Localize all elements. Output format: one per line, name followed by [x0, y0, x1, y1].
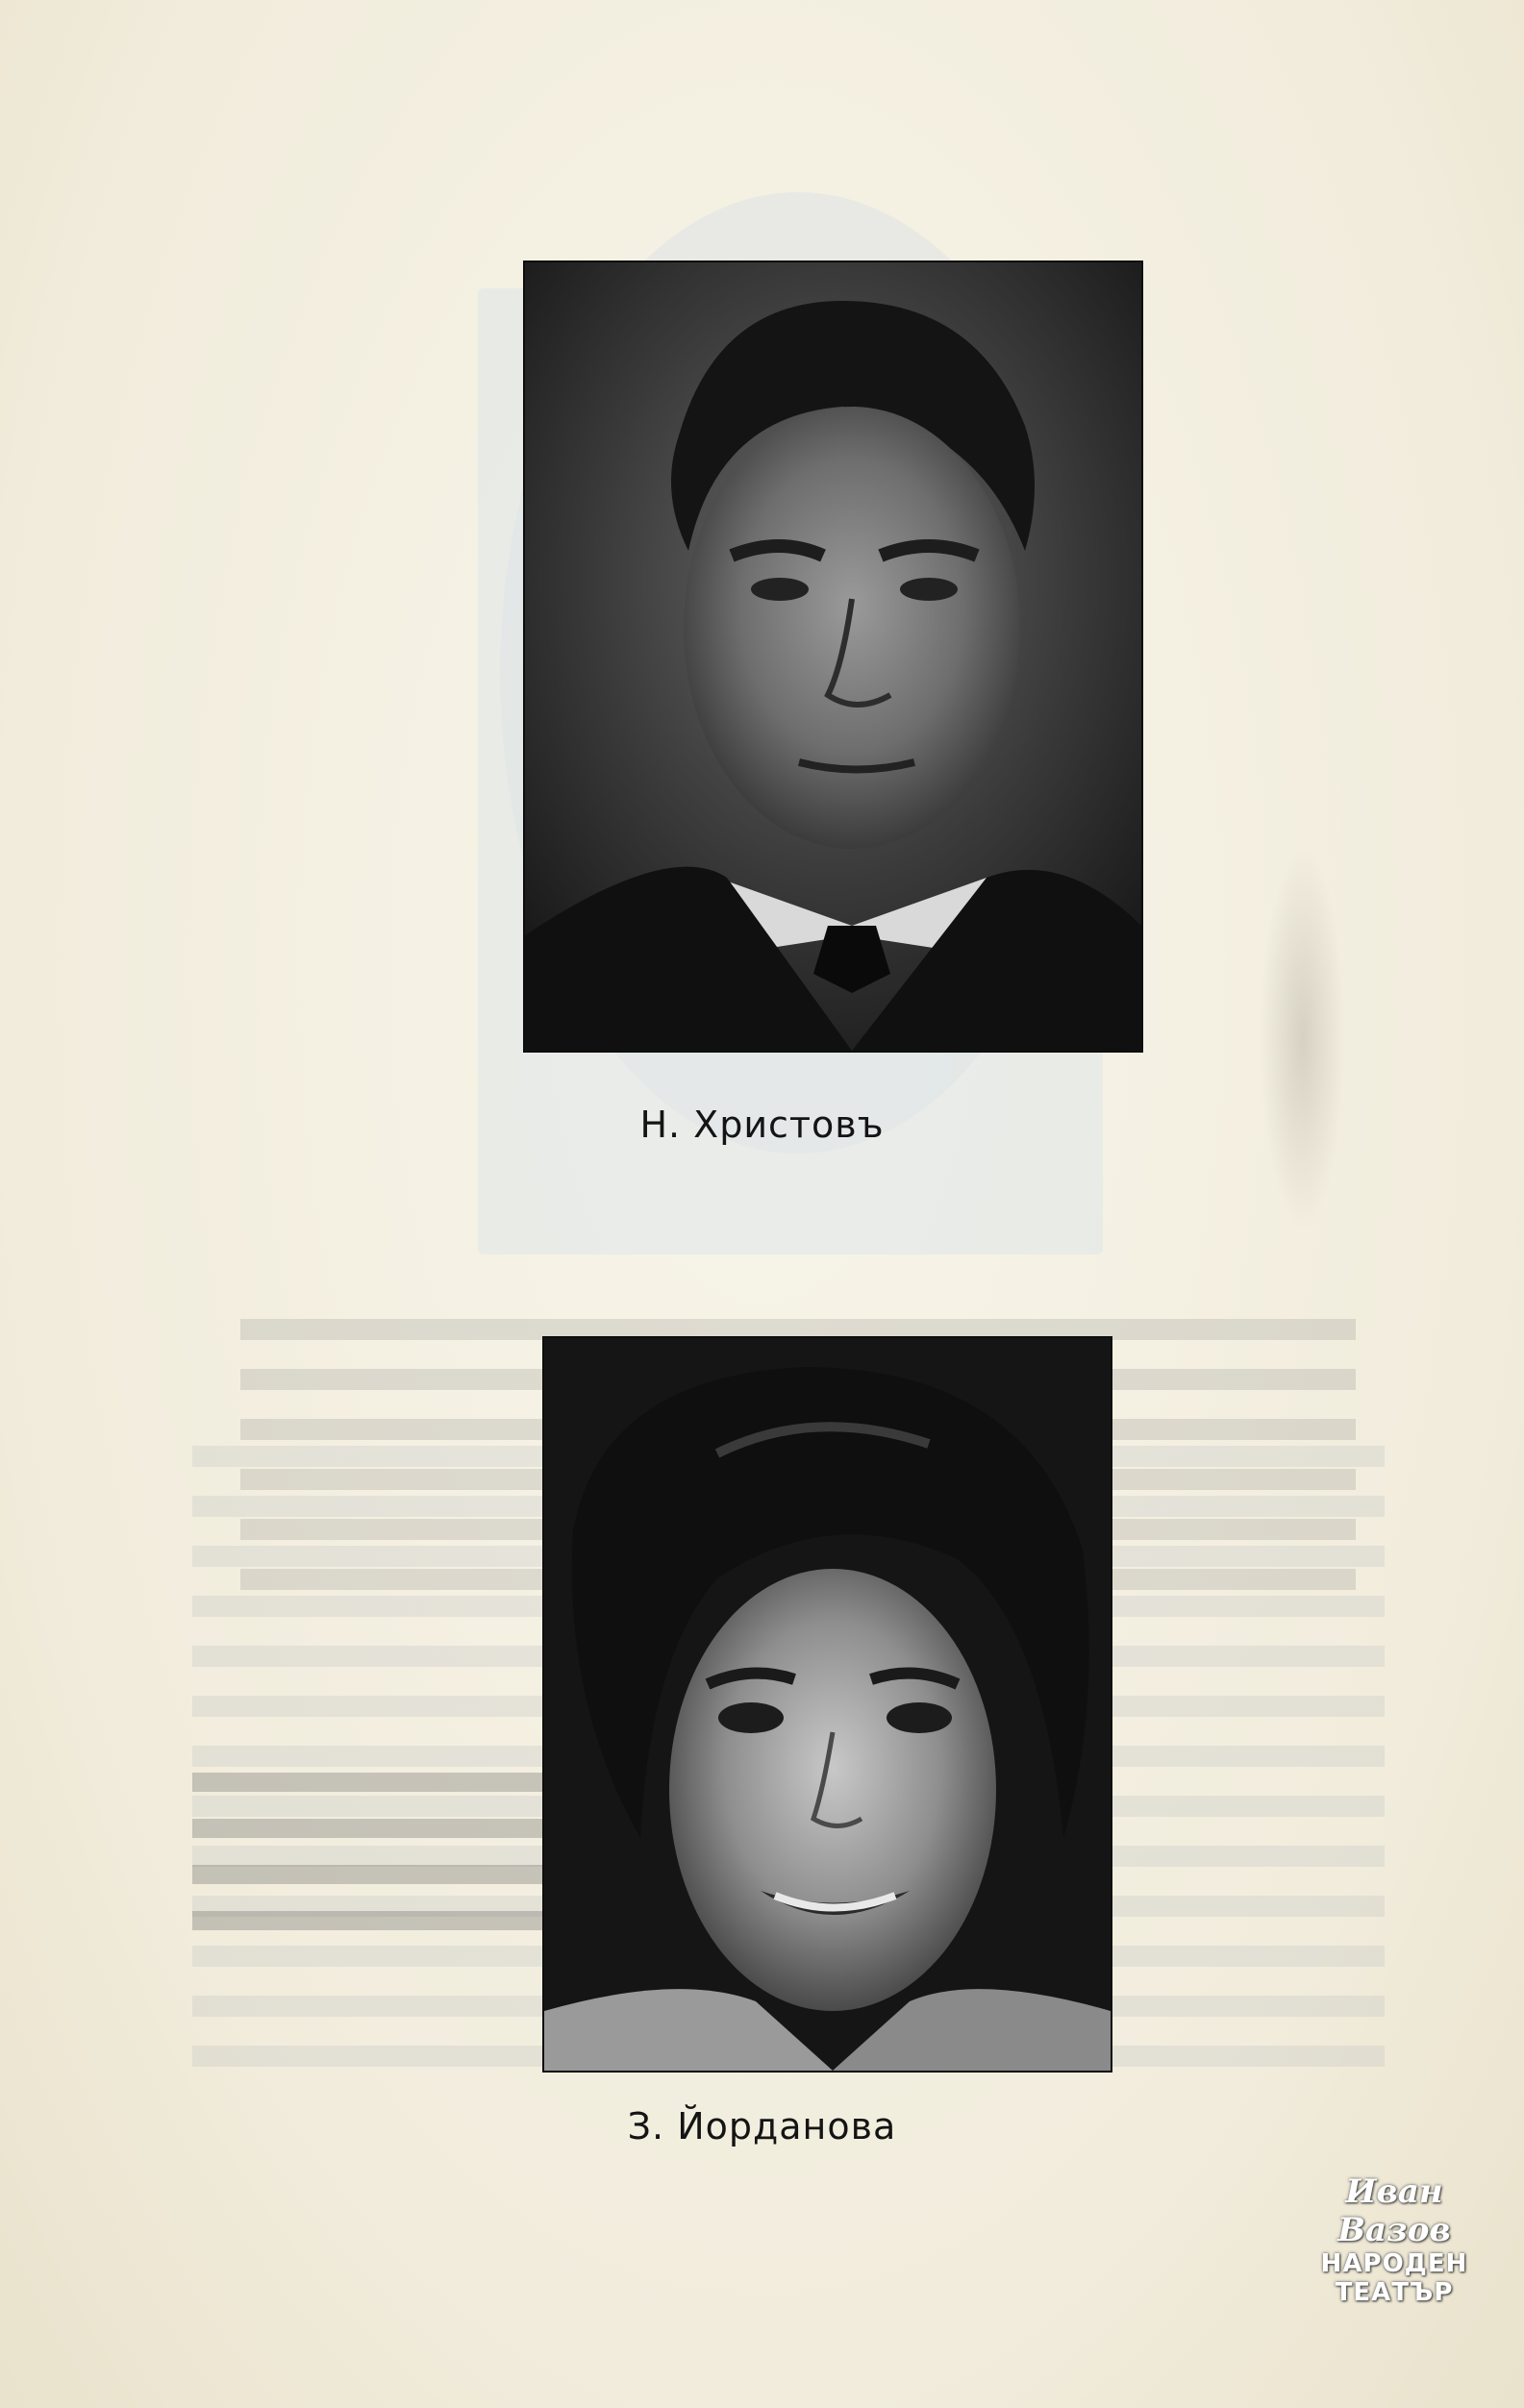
logo-signature: Иван Вазов [1337, 2172, 1451, 2249]
portrait-caption-woman: З. Йорданова [627, 2105, 897, 2147]
logo-line-1: НАРОДЕН [1320, 2249, 1468, 2278]
portrait-photo-man [525, 262, 1141, 1051]
portrait-caption-man: Н. Христовъ [639, 1104, 885, 1146]
portrait-photo-woman [544, 1338, 1111, 2071]
paper-stain [1260, 846, 1346, 1230]
national-theatre-logo [1308, 2172, 1481, 2317]
portrait-woman-image [544, 1338, 1111, 2071]
portrait-man-image [525, 262, 1141, 1051]
bleedthrough-text-mid [192, 1759, 577, 1951]
logo-line-2: ТЕАТЪР [1335, 2278, 1454, 2307]
